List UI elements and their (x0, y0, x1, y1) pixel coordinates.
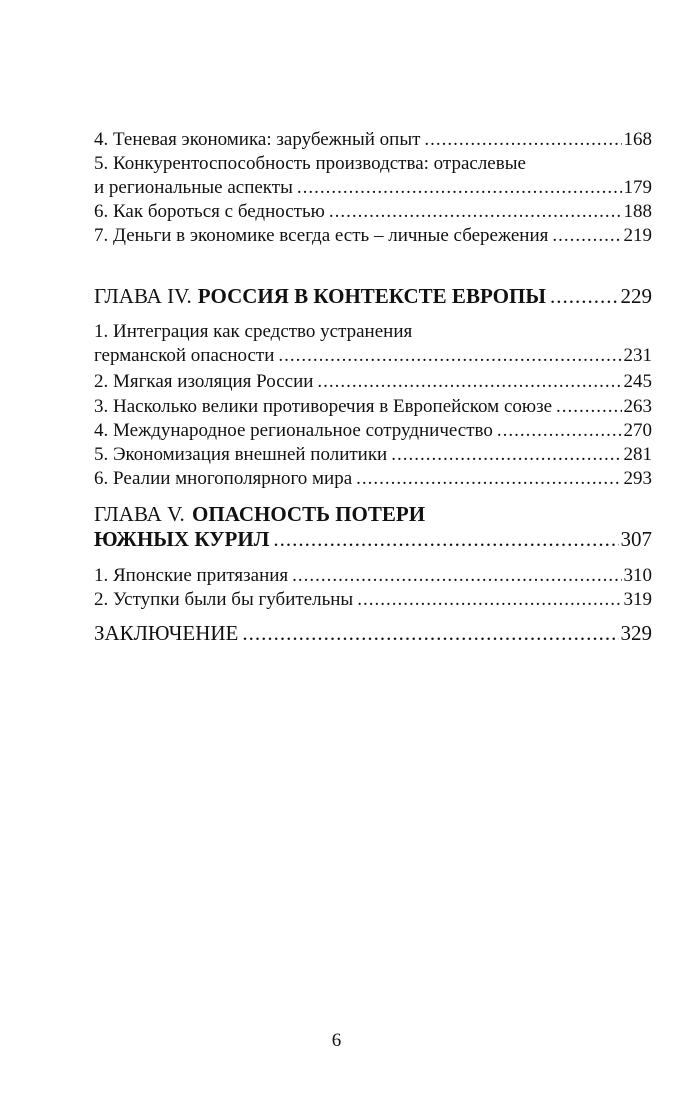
chapter-title: РОССИЯ В КОНТЕКСТЕ ЕВРОПЫ (197, 284, 546, 308)
toc-entry-page: 188 (623, 201, 652, 222)
toc-entry-page: 179 (623, 177, 652, 198)
toc-entry-regional-cooperation[interactable] (94, 421, 652, 440)
chapter-page: 307 (620, 527, 652, 551)
toc-entry-title: 3. Насколько велики противоречия в Европейском союзе (94, 396, 553, 417)
dot-leader (242, 623, 618, 644)
toc-entry-competitiveness[interactable] (94, 178, 652, 197)
toc-entry-title: 1. Интеграция как средство устранения (94, 321, 413, 342)
toc-entry-title: 6. Как бороться с бедностью (94, 201, 325, 222)
toc-entry-page: 263 (623, 396, 652, 417)
conclusion-title: ЗАКЛЮЧЕНИЕ (94, 621, 239, 645)
toc-entry-title: 7. Деньги в экономике всегда есть – личные сбережения (94, 225, 549, 246)
toc-chapter-4[interactable] (94, 286, 652, 307)
toc-entry-title: 4. Теневая экономика: зарубежный опыт (94, 129, 421, 150)
dot-leader (297, 178, 622, 197)
toc-entry-page: 245 (623, 371, 652, 392)
chapter-title: ЮЖНЫХ КУРИЛ (94, 527, 270, 551)
toc-entry-title: 4. Международное региональное сотрудничество (94, 420, 493, 441)
dot-leader (273, 529, 618, 550)
dot-leader (356, 469, 621, 488)
toc-entry-competitiveness-line1[interactable] (94, 154, 652, 173)
chapter-prefix: ГЛАВА IV. (94, 284, 192, 308)
toc-entry-integration-line1[interactable] (94, 322, 652, 341)
toc-entry-shadow-economy[interactable] (94, 130, 652, 149)
toc-entry-page: 231 (623, 345, 652, 366)
toc-entry-page: 219 (623, 225, 652, 246)
toc-entry-page: 319 (623, 589, 652, 610)
toc-entry-eu-contradictions[interactable] (94, 397, 652, 416)
dot-leader (317, 372, 621, 391)
dot-leader (292, 566, 621, 585)
toc-entry-title: 2. Мягкая изоляция России (94, 371, 314, 392)
conclusion-page: 329 (620, 621, 652, 645)
toc-entry-savings[interactable] (94, 226, 652, 245)
dot-leader (278, 346, 621, 365)
dot-leader (329, 202, 622, 221)
toc-chapter-5[interactable] (94, 529, 652, 550)
toc-entry-title: 5. Конкурентоспособность производства: отраслевые (94, 153, 526, 174)
toc-conclusion[interactable] (94, 623, 652, 644)
chapter-page: 229 (620, 284, 652, 308)
dot-leader (391, 445, 621, 464)
toc-entry-title: 6. Реалии многополярного мира (94, 468, 353, 489)
dot-leader (497, 421, 622, 440)
toc-entry-page: 168 (623, 129, 652, 150)
toc-entry-poverty[interactable] (94, 202, 652, 221)
chapter-title: ОПАСНОСТЬ ПОТЕРИ (192, 502, 426, 526)
toc-entry-title: 1. Японские притязания (94, 565, 289, 586)
dot-leader (552, 226, 621, 245)
toc-entry-page: 310 (623, 565, 652, 586)
toc-entry-title: 2. Уступки были бы губительны (94, 589, 354, 610)
toc-entry-japanese-claims[interactable] (94, 566, 652, 585)
chapter-prefix: ГЛАВА V. (94, 502, 185, 526)
toc-entry-economization[interactable] (94, 445, 652, 464)
toc-entry-concessions[interactable] (94, 590, 652, 609)
toc-entry-title: германской опасности (94, 345, 275, 366)
toc-entry-page: 281 (623, 444, 652, 465)
dot-leader (357, 590, 621, 609)
toc-entry-soft-isolation[interactable] (94, 372, 652, 391)
toc-entry-page: 270 (623, 420, 652, 441)
toc-entry-multipolar[interactable] (94, 469, 652, 488)
dot-leader (424, 130, 621, 149)
dot-leader (556, 397, 621, 416)
dot-leader (550, 286, 619, 307)
page-number: 6 (331, 1030, 342, 1051)
toc-entry-page: 293 (623, 468, 652, 489)
toc-entry-title: 5. Экономизация внешней политики (94, 444, 388, 465)
toc-chapter-5-line1[interactable] (94, 504, 652, 525)
toc-entry-integration[interactable] (94, 346, 652, 365)
toc-entry-title: и региональные аспекты (94, 177, 293, 198)
